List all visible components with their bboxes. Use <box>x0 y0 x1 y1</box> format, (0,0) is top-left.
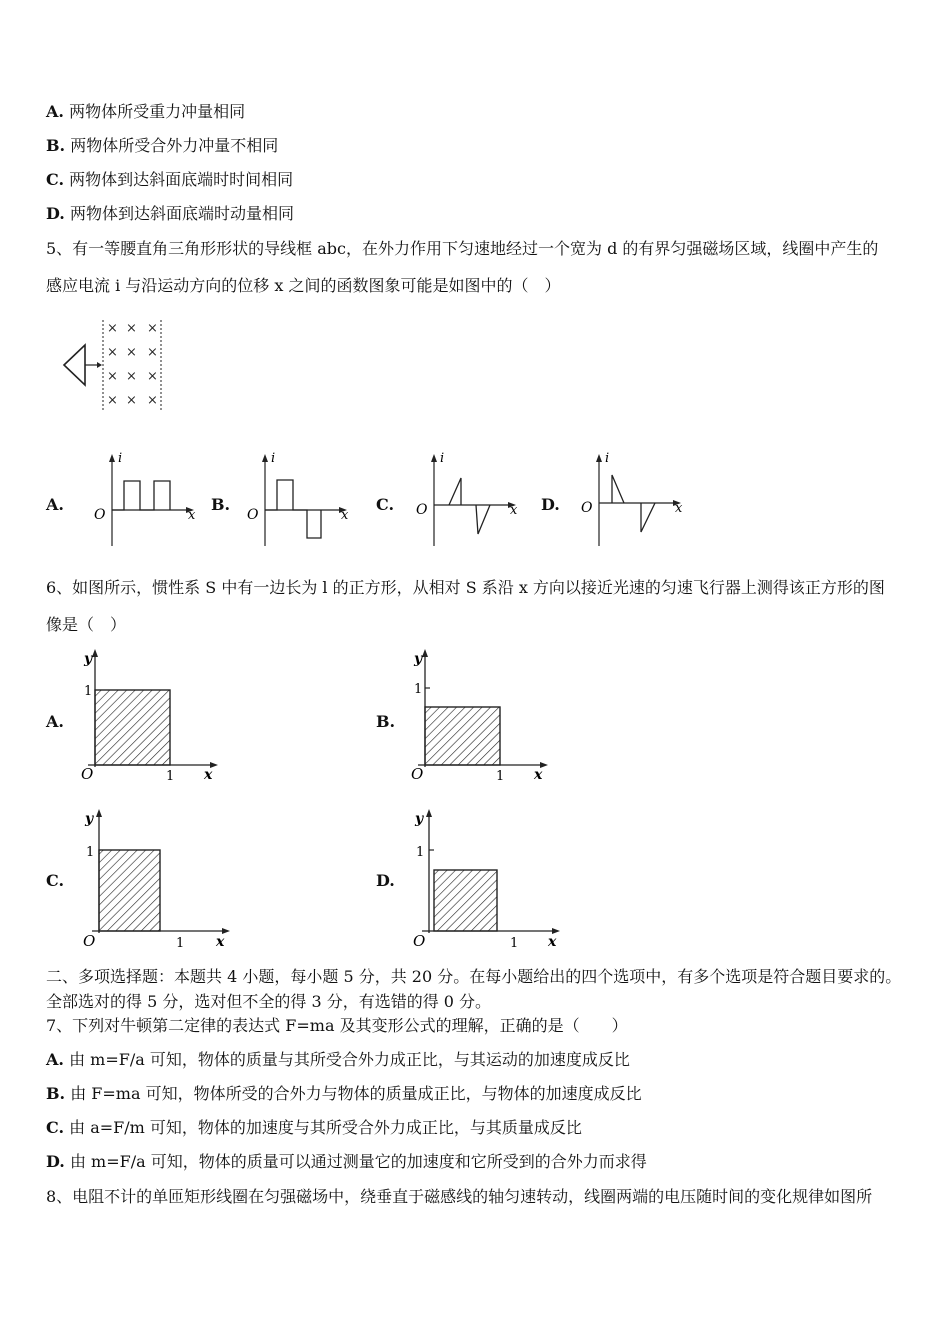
q7-stem: 7、下列对牛顿第二定律的表达式 F=ma 及其变形公式的理解，正确的是（ ） <box>46 1016 628 1035</box>
q4-option-c <box>46 170 293 190</box>
y-axis-arrow <box>96 809 102 817</box>
q6-label-d: D. <box>376 871 395 890</box>
field-mark: × <box>107 345 118 360</box>
i-axis-arrow <box>262 454 268 462</box>
option-text: 由 m=F/a 可知，物体的质量可以通过测量它的加速度和它所受到的合外力而求得 <box>69 1152 647 1171</box>
q5-label-c: C. <box>376 495 395 514</box>
q6-label-a: A. <box>46 712 64 731</box>
field-mark: × <box>126 321 137 336</box>
field-mark: × <box>147 369 158 384</box>
q5-label-b: B. <box>211 495 231 514</box>
y-tick-1: 1 <box>414 682 423 697</box>
q6-graph-c <box>80 805 230 950</box>
x-tick-1: 1 <box>496 769 505 784</box>
i-label: i <box>605 451 610 466</box>
q6-label-b: B. <box>376 712 396 731</box>
x-label: x <box>548 934 557 950</box>
i-label: i <box>271 451 276 466</box>
current-curve <box>265 480 321 538</box>
option-text: 由 a=F/m 可知，物体的加速度与其所受合外力成正比，与其质量成反比 <box>69 1118 582 1137</box>
current-curve <box>112 481 170 510</box>
origin-label: O <box>581 500 593 516</box>
x-label: x <box>204 767 213 783</box>
q7-option-c <box>46 1118 582 1138</box>
square-image <box>434 870 497 931</box>
section2-line2: 全部选对的得 5 分，选对但不全的得 3 分，有选错的得 0 分。 <box>46 992 492 1011</box>
option-letter: D. <box>46 204 65 223</box>
i-label: i <box>118 451 123 466</box>
x-tick-1: 1 <box>510 936 519 950</box>
q6-graph-a <box>78 645 228 785</box>
y-tick-1: 1 <box>86 845 95 860</box>
origin-label: O <box>247 507 259 523</box>
x-label: x <box>341 508 349 523</box>
y-axis-arrow <box>426 809 432 817</box>
q4-option-d <box>46 204 294 224</box>
option-letter: B. <box>46 1084 66 1103</box>
x-label: x <box>510 503 518 518</box>
section2-line1: 二、多项选择题：本题共 4 小题，每小题 5 分，共 20 分。在每小题给出的四个选项中，有多个选项是符合题目要求的。 <box>46 967 902 986</box>
i-axis-arrow <box>596 454 602 462</box>
y-axis-arrow <box>92 649 98 657</box>
option-text: 两物体所受重力冲量相同 <box>69 102 246 121</box>
y-tick-1: 1 <box>84 684 93 699</box>
q5-graph-c <box>412 450 522 550</box>
q5-stem-line2: 感应电流 i 与沿运动方向的位移 x 之间的函数图象可能是如图中的（ ） <box>46 276 561 295</box>
q7-option-d <box>46 1152 647 1172</box>
arrow-head <box>97 362 102 368</box>
square-image <box>99 850 160 931</box>
option-text: 由 m=F/a 可知，物体的质量与其所受合外力成正比，与其运动的加速度成反比 <box>69 1050 630 1069</box>
y-label: y <box>414 651 423 667</box>
current-curve-positive <box>612 475 624 503</box>
field-mark: × <box>126 369 137 384</box>
field-mark: × <box>147 393 158 408</box>
option-letter: C. <box>46 1118 65 1137</box>
q5-field-diagram <box>55 315 175 415</box>
option-text: 两物体所受合外力冲量不相同 <box>70 136 279 155</box>
q6-graph-b <box>408 645 558 785</box>
option-letter: A. <box>46 1050 64 1069</box>
origin-label: O <box>94 507 106 523</box>
x-label: x <box>675 501 683 516</box>
x-tick-1: 1 <box>176 936 185 950</box>
q4-option-a <box>46 102 245 122</box>
option-letter: A. <box>46 102 64 121</box>
option-letter: C. <box>46 170 65 189</box>
option-letter: D. <box>46 1152 65 1171</box>
q5-graph-b <box>243 450 353 550</box>
y-label: y <box>85 811 94 827</box>
current-curve-positive <box>449 478 461 505</box>
field-marks <box>107 321 158 408</box>
q7-option-b <box>46 1084 642 1104</box>
option-text: 由 F=ma 可知，物体所受的合外力与物体的质量成正比，与物体的加速度成反比 <box>70 1084 642 1103</box>
q7-option-a <box>46 1050 630 1070</box>
x-label: x <box>188 508 196 523</box>
square-image <box>95 690 170 765</box>
origin-label: O <box>81 765 94 783</box>
i-axis-arrow <box>431 454 437 462</box>
square-image <box>425 707 500 765</box>
origin-label: O <box>83 932 96 950</box>
q4-option-b <box>46 136 278 156</box>
q5-label-a: A. <box>46 495 64 514</box>
x-tick-1: 1 <box>166 769 175 784</box>
q6-stem-line2: 像是（ ） <box>46 615 127 634</box>
q5-graph-a <box>90 450 200 550</box>
option-text: 两物体到达斜面底端时动量相同 <box>69 204 294 223</box>
q8-stem: 8、电阻不计的单匝矩形线圈在匀强磁场中，绕垂直于磁感线的轴匀速转动，线圈两端的电压随时间的变化规律如图所 <box>46 1187 873 1206</box>
q5-stem-line1: 5、有一等腰直角三角形形状的导线框 abc，在外力作用下匀速地经过一个宽为 d 的有界匀强磁场区域，线圈中产生的 <box>46 239 879 258</box>
field-mark: × <box>107 369 118 384</box>
y-label: y <box>84 651 93 667</box>
x-label: x <box>216 934 225 950</box>
field-mark: × <box>107 321 118 336</box>
i-axis-arrow <box>109 454 115 462</box>
q6-label-c: C. <box>46 871 65 890</box>
q5-label-d: D. <box>541 495 560 514</box>
y-axis-arrow <box>422 649 428 657</box>
origin-label: O <box>413 932 426 950</box>
q5-graph-d <box>577 450 687 550</box>
option-letter: B. <box>46 136 66 155</box>
q6-stem-line1: 6、如图所示，惯性系 S 中有一边长为 l 的正方形，从相对 S 系沿 x 方向以接近光速的匀速飞行器上测得该正方形的图 <box>46 578 885 597</box>
y-tick-1: 1 <box>416 845 425 860</box>
field-mark: × <box>126 345 137 360</box>
field-mark: × <box>107 393 118 408</box>
current-curve-negative <box>641 503 655 532</box>
origin-label: O <box>416 502 428 518</box>
origin-label: O <box>411 765 424 783</box>
i-label: i <box>440 451 445 466</box>
q6-graph-d <box>410 805 565 950</box>
x-label: x <box>534 767 543 783</box>
triangle-frame <box>64 345 85 385</box>
y-label: y <box>415 811 424 827</box>
current-curve-negative <box>476 505 490 534</box>
option-text: 两物体到达斜面底端时时间相同 <box>69 170 294 189</box>
field-mark: × <box>126 393 137 408</box>
field-mark: × <box>147 345 158 360</box>
field-mark: × <box>147 321 158 336</box>
